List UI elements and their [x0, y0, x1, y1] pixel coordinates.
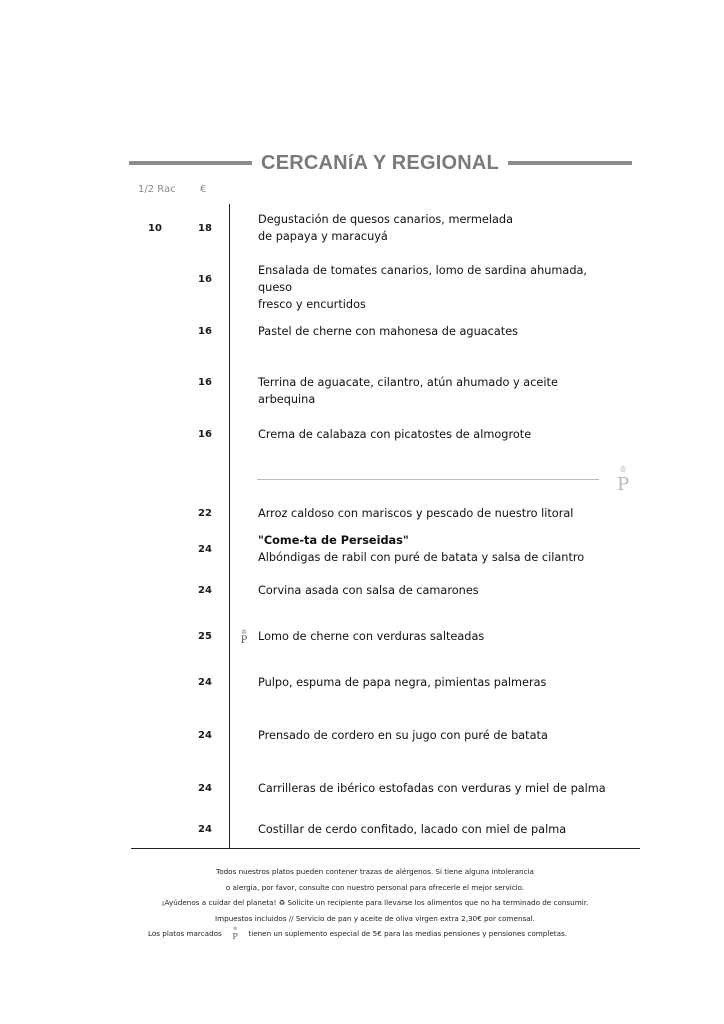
footer-notes [140, 864, 610, 942]
item-description: Pastel de cherne con mahonesa de aguacates [258, 325, 519, 338]
item-description-line2: fresco y encurtidos [258, 298, 366, 311]
supplement-notice [140, 926, 610, 942]
crown-icon: ♔ [232, 926, 238, 932]
item-price: 18 [198, 223, 212, 234]
title-rule-right [508, 161, 632, 165]
menu-bottom-rule [131, 848, 640, 849]
item-price: 16 [198, 429, 212, 440]
item-description [258, 532, 618, 566]
item-description-line1: Degustación de quesos canarios, mermelada [258, 213, 513, 226]
item-price: 24 [198, 544, 212, 555]
item-price: 24 [198, 677, 212, 688]
item-description-line2: de papaya y maracuyá [258, 230, 388, 243]
supplement-mark [237, 630, 251, 646]
restaurant-logo [610, 466, 636, 495]
item-price: 24 [198, 730, 212, 741]
allergen-notice-cont: o alergia, por favor, consulte con nuestro personal para ofrecerle el mejor servicio. [225, 882, 525, 892]
item-description [258, 211, 618, 245]
mark-letter: P [232, 932, 238, 941]
section-title: CERCANíA Y REGIONAL [261, 152, 499, 174]
item-description: Pulpo, espuma de papa negra, pimientas palmeras [258, 676, 547, 689]
planet-notice: ¡Ayúdenos a cuidar del planeta! ♻ Solicite un recipiente para llevarse los alimentos que no ha terminado de consumir. [161, 898, 589, 907]
half-portion-header: 1/2 Rac [138, 184, 176, 195]
mark-letter: P [240, 635, 248, 646]
item-price: 22 [198, 508, 212, 519]
item-description: Corvina asada con salsa de camarones [258, 584, 479, 597]
title-rule-left [129, 161, 252, 165]
item-price: 24 [198, 824, 212, 835]
item-price: 25 [198, 631, 212, 642]
section-separator [257, 479, 599, 480]
item-description: Costillar de cerdo confitado, lacado con miel de palma [258, 823, 567, 836]
crown-icon: ♔ [618, 465, 628, 475]
supplement-notice-start: Los platos marcados [148, 929, 222, 938]
allergen-notice: Todos nuestros platos pueden contener trazas de alérgenos. Si tiene alguna intolerancia [216, 867, 534, 876]
item-description: Prensado de cordero en su jugo con puré de batata [258, 729, 548, 742]
half-portion-price: 10 [148, 223, 162, 234]
price-header: € [200, 184, 207, 195]
item-description-line1: Ensalada de tomates canarios, lomo de sardina ahumada, queso [258, 264, 588, 294]
column-divider [229, 204, 230, 848]
item-description: Arroz caldoso con mariscos y pescado de nuestro litoral [258, 507, 574, 520]
item-price: 24 [198, 585, 212, 596]
item-description: Lomo de cherne con verduras salteadas [258, 630, 485, 643]
crown-icon: ♔ [241, 629, 247, 636]
supplement-notice-end: tienen un suplemento especial de 5€ para las medias pensiones y pensiones completas. [248, 929, 568, 938]
item-price: 24 [198, 783, 212, 794]
item-description: Carrilleras de ibérico estofadas con verduras y miel de palma [258, 782, 606, 795]
supplement-mark [224, 926, 246, 941]
item-description-line2: Albóndigas de rabil con puré de batata y salsa de cilantro [258, 551, 585, 564]
item-description: Terrina de aguacate, cilantro, atún ahumado y aceite arbequina [258, 376, 558, 406]
item-special-name: "Come-ta de Perseidas" [258, 534, 409, 547]
taxes-notice: Impuestos incluidos // Servicio de pan y aceite de oliva virgen extra 2,30€ por comensal. [215, 913, 535, 923]
item-price: 16 [198, 326, 212, 337]
item-description [258, 262, 618, 313]
item-description: Crema de calabaza con picatostes de almogrote [258, 428, 532, 441]
item-price: 16 [198, 274, 212, 285]
item-price: 16 [198, 377, 212, 388]
logo-letter: P [616, 474, 630, 495]
